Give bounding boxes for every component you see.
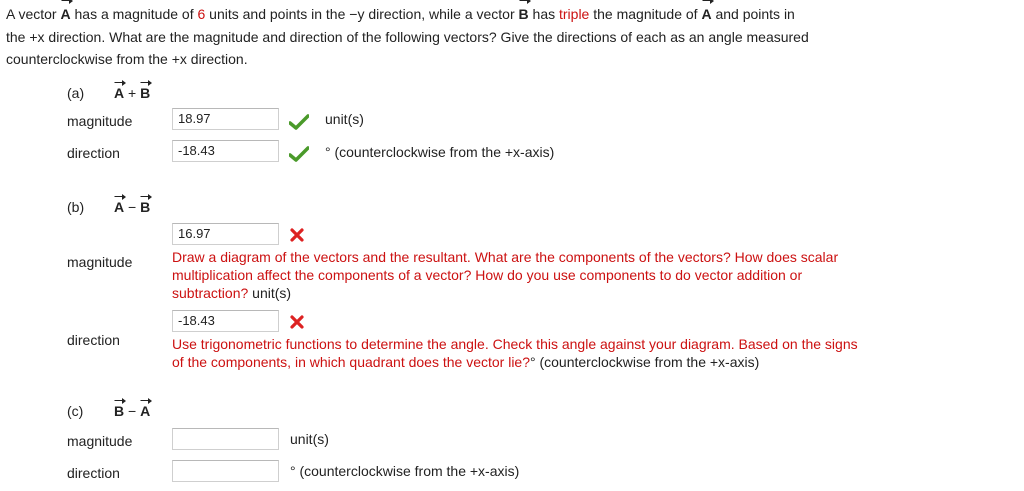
part-b-magnitude-unit: unit(s) bbox=[252, 285, 292, 301]
checkmark-icon bbox=[289, 114, 309, 130]
part-b-magnitude-hint: Draw a diagram of the vectors and the resultant. What are the components of the vectors? How does scalar multiplication affect the components of a vector? How do you use components to do vector addition or subtraction? unit(s) bbox=[172, 249, 839, 301]
part-a-magnitude-unit: unit(s) bbox=[325, 111, 364, 127]
checkmark-icon bbox=[289, 146, 309, 162]
part-a-magnitude-input[interactable]: 18.97 bbox=[172, 108, 279, 130]
part-c-magnitude-unit: unit(s) bbox=[290, 431, 329, 447]
part-a-direction-input[interactable]: -18.43 bbox=[172, 140, 279, 162]
question-line-1: A vector A has a magnitude of 6 units and points in the −y direction, while a vector B has triple the magnitude of A and points in bbox=[6, 3, 1018, 26]
part-b-label: (b) bbox=[67, 199, 85, 215]
part-b-direction-input[interactable]: -18.43 bbox=[172, 310, 279, 332]
part-a-expression: A + B bbox=[114, 85, 151, 101]
part-c-magnitude-input[interactable] bbox=[172, 428, 279, 450]
part-c-magnitude-label: magnitude bbox=[67, 433, 133, 449]
part-c-direction-unit: ° (counterclockwise from the +x-axis) bbox=[290, 463, 520, 479]
question-text bbox=[6, 3, 1018, 71]
part-b-magnitude-input[interactable]: 16.97 bbox=[172, 223, 279, 245]
cross-icon bbox=[290, 315, 304, 329]
vector-a-symbol: A bbox=[60, 3, 70, 26]
vector-b-symbol: B bbox=[519, 3, 529, 26]
triple-word: triple bbox=[559, 6, 590, 22]
part-a-direction-unit: ° (counterclockwise from the +x-axis) bbox=[325, 144, 555, 160]
part-a-direction-label: direction bbox=[67, 145, 120, 161]
part-c-expression: B − A bbox=[114, 403, 151, 419]
part-b-direction-unit: ° (counterclockwise from the +x-axis) bbox=[530, 354, 760, 370]
part-a-label: (a) bbox=[67, 85, 85, 101]
part-b-expression: A − B bbox=[114, 199, 151, 215]
part-c-direction-label: direction bbox=[67, 465, 120, 481]
magnitude-a-value: 6 bbox=[197, 6, 206, 22]
question-line-3: counterclockwise from the +x direction. bbox=[6, 51, 248, 67]
part-b-magnitude-label: magnitude bbox=[67, 254, 133, 270]
part-a-magnitude-label: magnitude bbox=[67, 113, 133, 129]
question-line-2: the +x direction. What are the magnitude and direction of the following vectors? Give the directions of each as an angle measured bbox=[6, 28, 809, 45]
part-b-direction-hint: Use trigonometric functions to determine the angle. Check this angle against your diagram. Based on the signs of the components, in which quadrant does the vector lie?° (counterclockwise from the +x-axis) bbox=[172, 336, 858, 370]
part-c-direction-input[interactable] bbox=[172, 460, 279, 482]
part-c-label: (c) bbox=[67, 403, 84, 419]
cross-icon bbox=[290, 228, 304, 242]
part-b-direction-label: direction bbox=[67, 332, 120, 348]
